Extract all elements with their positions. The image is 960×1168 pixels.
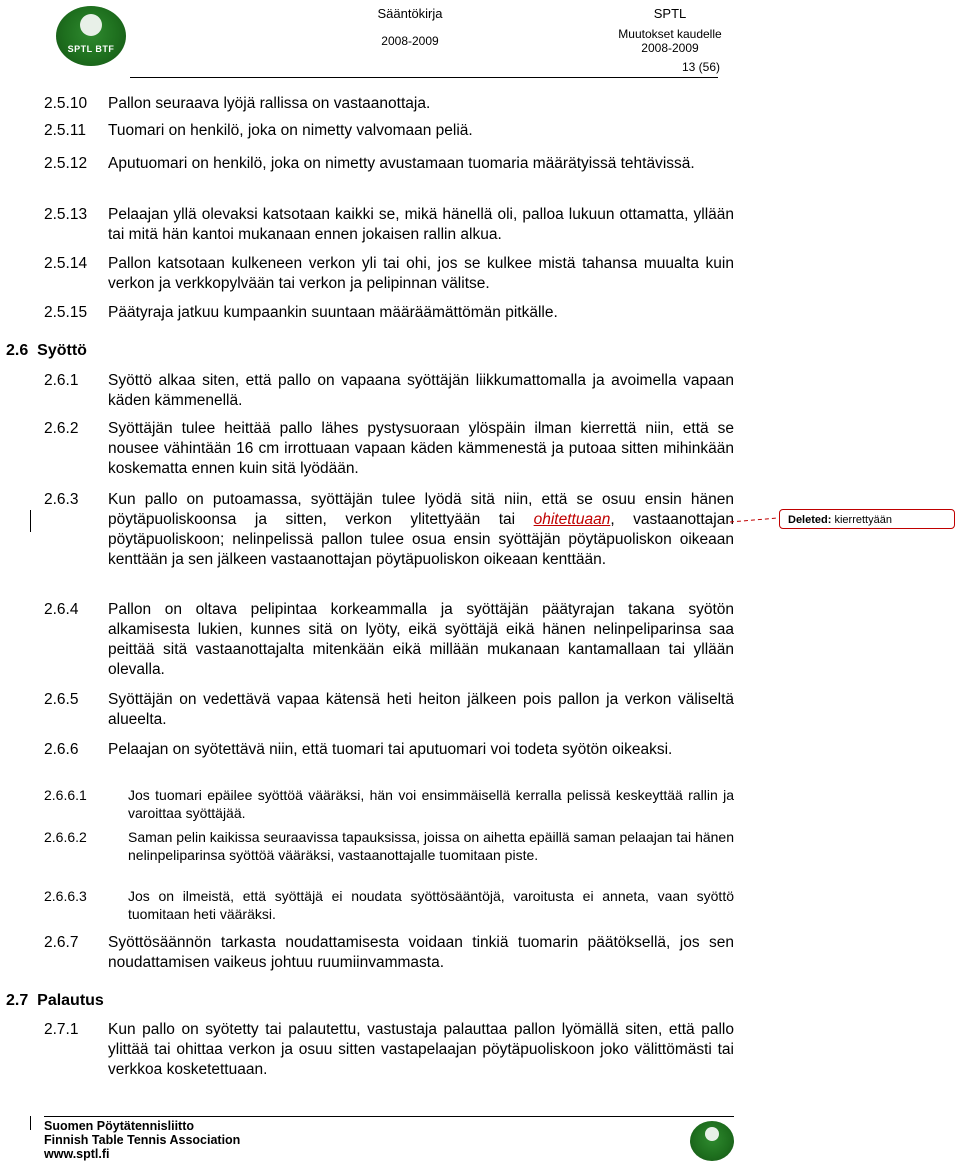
section-heading-2-7: 2.7 Palautus (6, 992, 104, 1009)
sptl-logo (56, 6, 126, 66)
footer-rule (44, 1116, 734, 1117)
page-number: 13 (56) (681, 60, 720, 74)
comment-connector (728, 516, 780, 526)
change-bar (30, 1116, 31, 1130)
header-changes-label: Muutokset kaudelle (618, 27, 722, 41)
ball-icon (705, 1127, 719, 1141)
header-doc-type: Sääntökirja (377, 6, 443, 21)
footer-logo (690, 1121, 734, 1161)
footer-website: www.sptl.fi (44, 1147, 110, 1161)
ball-icon (80, 14, 102, 36)
header-org: SPTL (653, 6, 687, 21)
footer-org-fi: Suomen Pöytätennisliitto (44, 1119, 195, 1133)
header-rule (130, 77, 718, 78)
header-season-right: 2008-2009 (641, 41, 699, 55)
logo-text: SPTL BTF (67, 44, 115, 54)
deleted-comment-balloon: Deleted: kierrettyään (779, 509, 955, 529)
header-season-left: 2008-2009 (381, 34, 439, 48)
section-heading-2-6: 2.6 Syöttö (6, 342, 87, 359)
change-bar (30, 510, 31, 532)
tracked-insertion: ohitettuaan (533, 511, 611, 528)
footer-org-en: Finnish Table Tennis Association (44, 1133, 241, 1147)
